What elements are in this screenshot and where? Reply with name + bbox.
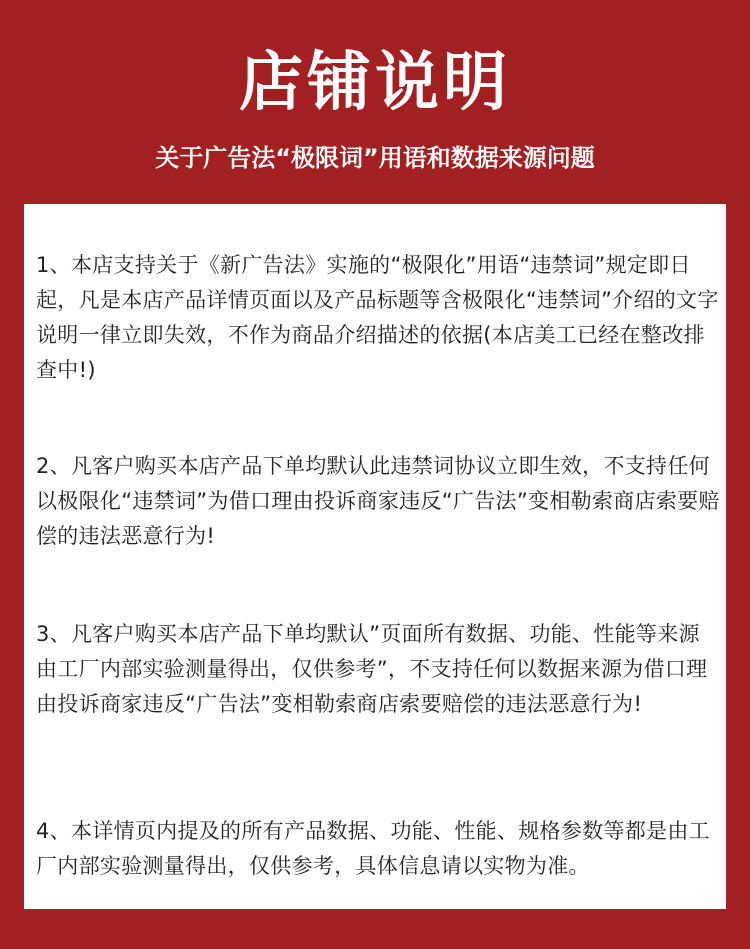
page-title: 店铺说明: [239, 46, 511, 120]
notice-paragraph-4: 4、本详情页内提及的所有产品数据、功能、性能、规格参数等都是由工厂内部实验测量得出，仅供参考，具体信息请以实物为准。: [36, 819, 710, 878]
notice-paragraph-3: 3、凡客户购买本店产品下单均默认”页面所有数据、功能、性能等来源由工厂内部实验测量得出，仅供参考”，不支持任何以数据来源为借口理由投诉商家违反“广告法”变相勒索商店索要赔偿的违法恶意行为!: [36, 622, 708, 716]
notice-paragraph-2: 2、凡客户购买本店产品下单均默认此违禁词协议立即生效，不支持任何以极限化“违禁词”为借口理由投诉商家违反“广告法”变相勒索商店索要赔偿的违法恶意行为!: [36, 454, 720, 548]
notice-paragraph-1: 1、本店支持关于《新广告法》实施的“极限化”用语“违禁词”规定即日起，凡是本店产品详情页面以及产品标题等含极限化“违禁词”介绍的文字说明一律立即失效，不作为商品介绍描述的依据(本店美工已经在整改排查中!): [36, 253, 719, 382]
page-subtitle: 关于广告法“极限词”用语和数据来源问题: [155, 144, 595, 172]
notice-panel: [24, 204, 726, 909]
